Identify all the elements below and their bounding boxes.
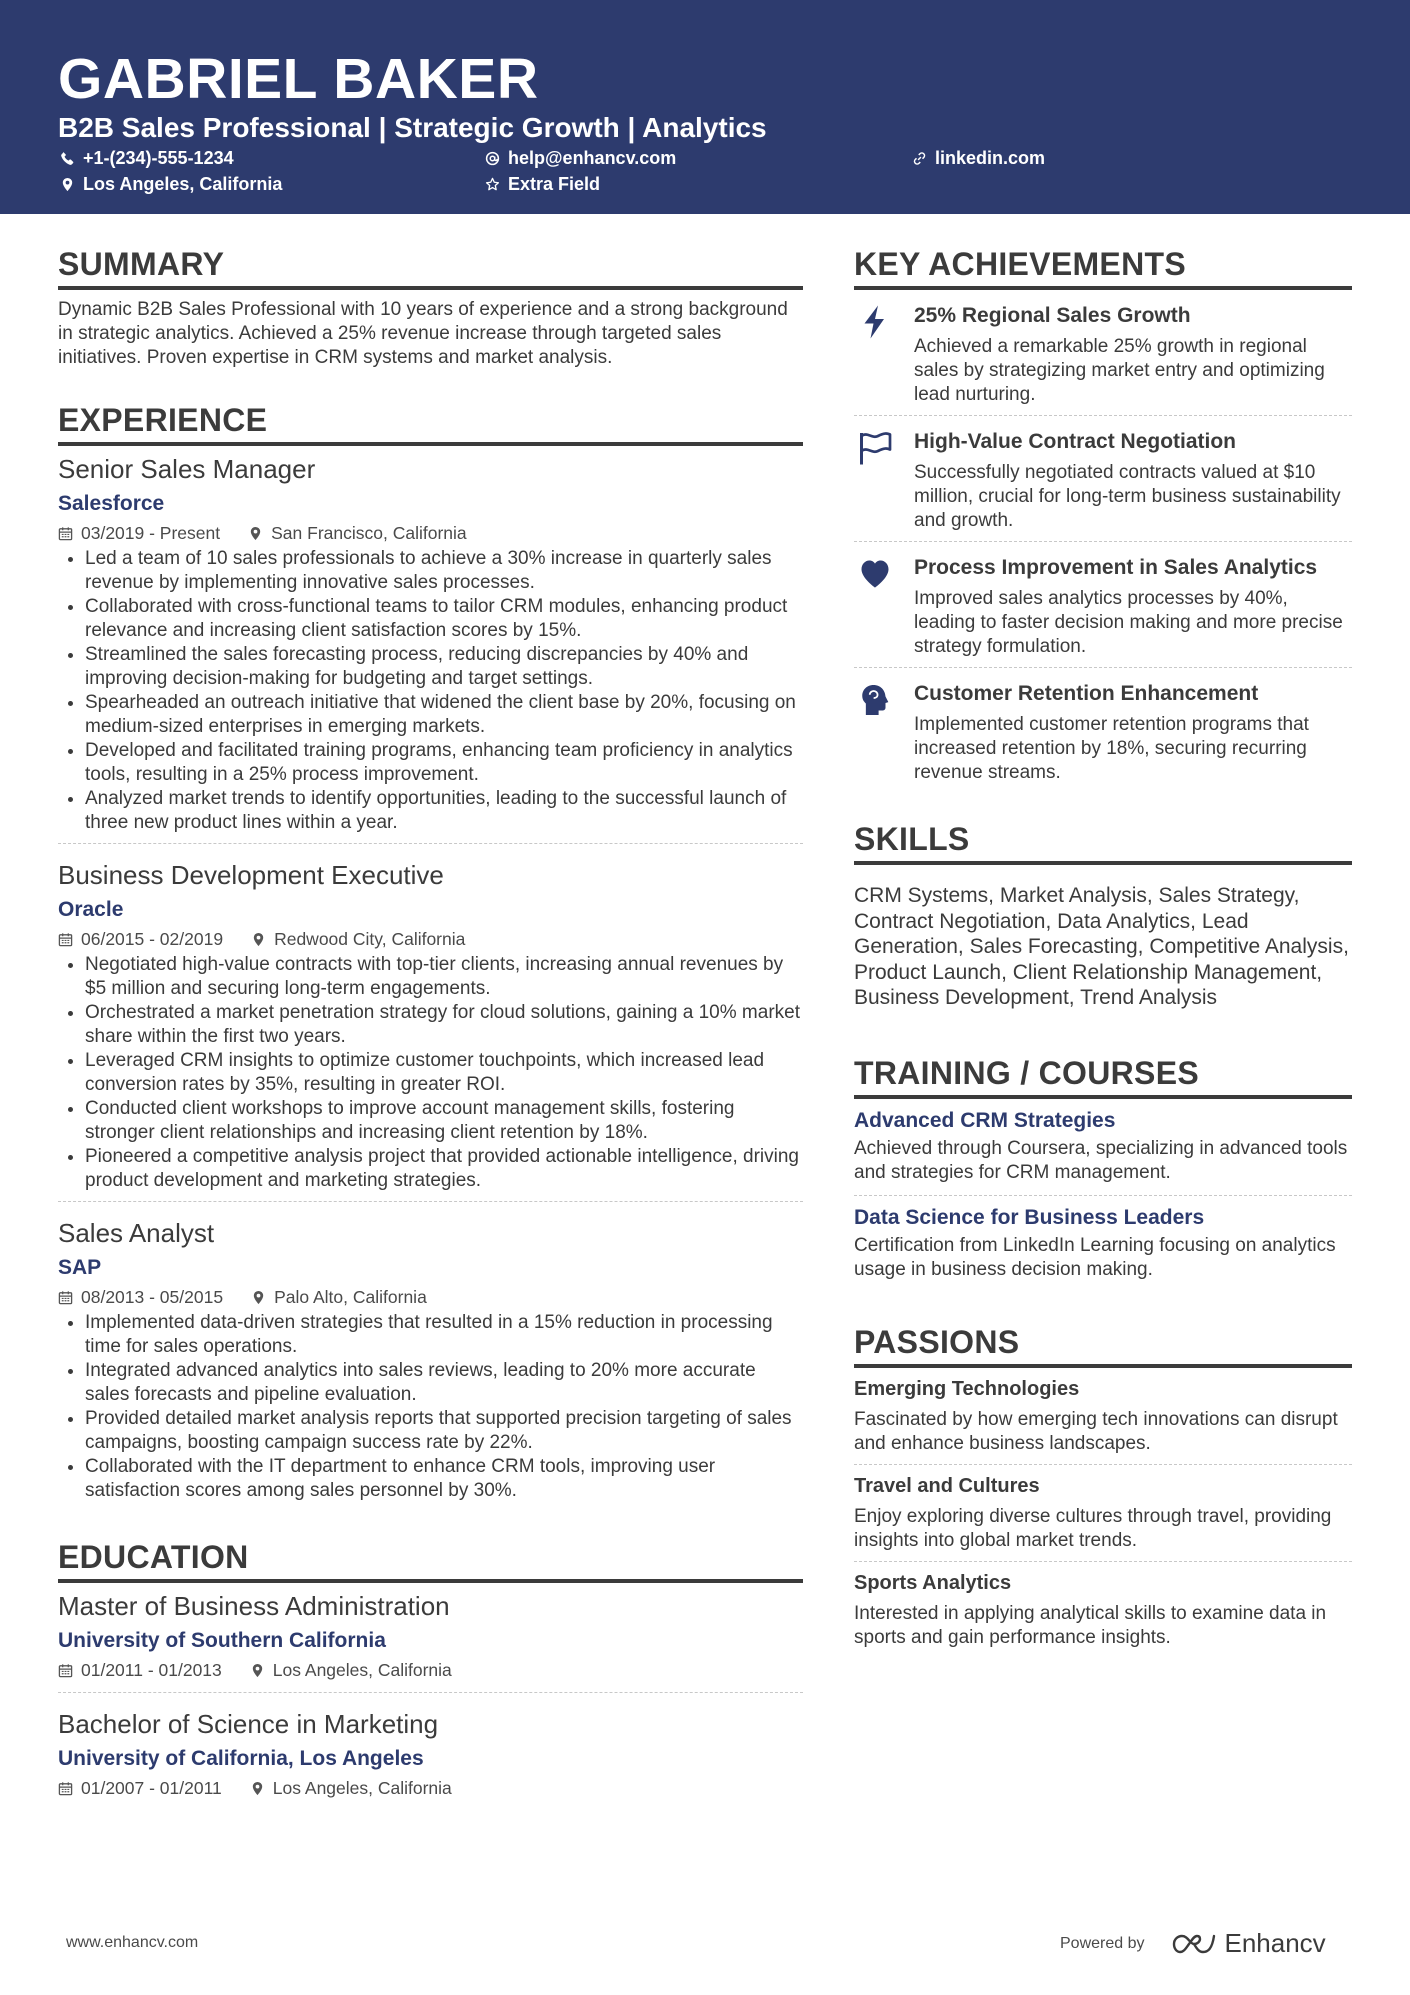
contact-email — [485, 146, 676, 170]
job-bullets — [58, 953, 803, 1193]
job-bullets — [58, 1311, 803, 1503]
job-meta — [58, 927, 803, 951]
passion-title: Sports Analytics — [854, 1571, 1012, 1594]
education-meta — [58, 1776, 803, 1800]
course-item — [854, 1099, 1352, 1195]
achievement-title: Process Improvement in Sales Analytics — [914, 556, 1318, 579]
calendar-icon — [58, 932, 73, 947]
education-school: University of California, Los Angeles — [58, 1747, 424, 1770]
education-degree: Bachelor of Science in Marketing — [58, 1709, 439, 1739]
passion-title: Travel and Cultures — [854, 1474, 1040, 1497]
training-section — [854, 1053, 1352, 1292]
summary-text: Dynamic B2B Sales Professional with 10 years of experience and a strong background in strategic analytics. Achieved a 25% revenue increase through targeted sales initiatives. Proven expertise in CRM systems and market analysis. — [58, 299, 788, 368]
location-pin-icon — [250, 1781, 265, 1796]
education-entry — [58, 1692, 803, 1810]
job-bullets — [58, 547, 803, 835]
lightning-icon — [857, 304, 893, 340]
list-item: Streamlined the sales forecasting process, reducing discrepancies by 40% and improving decision-making for budgeting and target settings. — [58, 643, 803, 691]
list-item: Led a team of 10 sales professionals to achieve a 30% increase in quarterly sales revenue by implementing innovative sales processes. — [58, 547, 803, 595]
education-meta — [58, 1658, 803, 1682]
list-item: Collaborated with cross-functional teams to tailor CRM modules, enhancing product relevance and increasing client satisfaction scores by 15%. — [58, 595, 803, 643]
phone-text[interactable]: +1-(234)-555-1234 — [83, 148, 234, 168]
list-item: Pioneered a competitive analysis project that provided actionable intelligence, driving product development and marketing strategies. — [58, 1145, 803, 1193]
job-role: Sales Analyst — [58, 1218, 215, 1248]
job-location: Palo Alto, California — [274, 1287, 427, 1307]
experience-section — [58, 400, 803, 1511]
job-dates: 06/2015 - 02/2019 — [81, 929, 224, 949]
extra-text: Extra Field — [508, 174, 601, 194]
job-entry — [58, 843, 803, 1201]
education-dates: 01/2007 - 01/2011 — [81, 1778, 222, 1798]
achievements-section — [854, 244, 1352, 793]
location-pin-icon — [251, 1290, 266, 1305]
training-title: TRAINING / COURSES — [854, 1053, 1352, 1099]
location-pin-icon — [60, 177, 75, 192]
calendar-icon — [58, 1290, 73, 1305]
link-icon — [912, 151, 927, 166]
calendar-icon — [58, 526, 73, 541]
location-pin-icon — [251, 932, 266, 947]
star-icon — [485, 177, 500, 192]
contact-extra — [485, 172, 600, 196]
job-company: Oracle — [58, 898, 124, 921]
course-item — [854, 1195, 1352, 1292]
job-location: San Francisco, California — [271, 523, 467, 543]
website-text[interactable]: linkedin.com — [935, 148, 1046, 168]
education-location: Los Angeles, California — [272, 1778, 452, 1798]
skills-text: CRM Systems, Market Analysis, Sales Strategy, Contract Negotiation, Data Analytics, Lead Generation, Sales Forecasting, Competitive Analysis, Product Launch, Client Relationship Management, Business Development, Trend Analysis — [854, 884, 1349, 1009]
education-school: University of Southern California — [58, 1629, 386, 1652]
achievement-desc: Improved sales analytics processes by 40%, leading to faster decision making and more precise strategy formulation. — [914, 588, 1343, 657]
job-entry — [58, 452, 803, 843]
brand-name: Enhancv — [1224, 1928, 1326, 1958]
achievement-desc: Implemented customer retention programs that increased retention by 18%, securing recurring revenue streams. — [914, 714, 1309, 783]
powered-by-label: Powered by — [1060, 1934, 1145, 1952]
list-item: Orchestrated a market penetration strategy for cloud solutions, gaining a 10% market share within the first two years. — [58, 1001, 803, 1049]
location-pin-icon — [250, 1663, 265, 1678]
footer-website[interactable]: www.enhancv.com — [66, 1934, 199, 1951]
right-column — [854, 244, 1352, 1688]
list-item: Spearheaded an outreach initiative that widened the client base by 20%, focusing on medium-sized enterprises in emerging markets. — [58, 691, 803, 739]
achievements-title: KEY ACHIEVEMENTS — [854, 244, 1352, 290]
list-item: Negotiated high-value contracts with top-tier clients, increasing annual revenues by $5 million and securing long-term engagements. — [58, 953, 803, 1001]
enhancv-logo-icon — [1171, 1931, 1217, 1957]
skills-title: SKILLS — [854, 819, 1352, 865]
course-desc: Certification from LinkedIn Learning focusing on analytics usage in business decision making. — [854, 1234, 1336, 1280]
email-text[interactable]: help@enhancv.com — [508, 148, 677, 168]
education-dates: 01/2011 - 01/2013 — [81, 1660, 222, 1680]
passion-desc: Interested in applying analytical skills to examine data in sports and gain performance insights. — [854, 1602, 1327, 1648]
left-column — [58, 244, 803, 1840]
list-item: Collaborated with the IT department to enhance CRM tools, improving user satisfaction scores among sales personnel by 30%. — [58, 1455, 803, 1503]
job-entry — [58, 1201, 803, 1511]
summary-title: SUMMARY — [58, 244, 803, 290]
achievement-title: Customer Retention Enhancement — [914, 682, 1259, 705]
summary-section — [58, 244, 803, 370]
resume-header — [0, 0, 1410, 214]
passions-section — [854, 1322, 1352, 1658]
list-item: Leveraged CRM insights to optimize customer touchpoints, which increased lead conversion rates by 35%, resulting in greater ROI. — [58, 1049, 803, 1097]
education-title: EDUCATION — [58, 1537, 803, 1583]
education-section — [58, 1537, 803, 1810]
list-item: Analyzed market trends to identify opportunities, leading to the successful launch of three new product lines within a year. — [58, 787, 803, 835]
job-location: Redwood City, California — [274, 929, 466, 949]
list-item: Developed and facilitated training programs, enhancing team proficiency in analytics tools, resulting in a 25% process improvement. — [58, 739, 803, 787]
achievement-desc: Achieved a remarkable 25% growth in regional sales by strategizing market entry and optimizing lead nurturing. — [914, 336, 1325, 405]
at-icon — [485, 151, 500, 166]
list-item: Conducted client workshops to improve account management skills, fostering stronger client relationships and increasing client retention by 18%. — [58, 1097, 803, 1145]
brand-logo[interactable] — [1171, 1928, 1326, 1959]
achievement-item — [854, 541, 1352, 667]
location-text: Los Angeles, California — [83, 174, 283, 194]
passion-title: Emerging Technologies — [854, 1377, 1080, 1400]
course-desc: Achieved through Coursera, specializing in advanced tools and strategies for CRM management. — [854, 1137, 1348, 1183]
job-meta — [58, 521, 803, 545]
education-degree: Master of Business Administration — [58, 1591, 450, 1621]
achievement-item — [854, 667, 1352, 793]
achievement-title: High-Value Contract Negotiation — [914, 430, 1237, 453]
list-item: Implemented data-driven strategies that resulted in a 15% reduction in processing time for sales operations. — [58, 1311, 803, 1359]
calendar-icon — [58, 1663, 73, 1678]
footer-branding — [1060, 1928, 1326, 1959]
flag-icon — [857, 430, 893, 466]
experience-title: EXPERIENCE — [58, 400, 803, 446]
education-entry — [58, 1589, 803, 1692]
passions-title: PASSIONS — [854, 1322, 1352, 1368]
location-pin-icon — [248, 526, 263, 541]
job-dates: 03/2019 - Present — [81, 523, 221, 543]
candidate-headline: B2B Sales Professional | Strategic Growth | Analytics — [58, 112, 767, 143]
passion-desc: Enjoy exploring diverse cultures through travel, providing insights into global market trends. — [854, 1505, 1332, 1551]
course-title: Data Science for Business Leaders — [854, 1205, 1205, 1229]
achievement-desc: Successfully negotiated contracts valued at $10 million, crucial for long-term business sustainability and growth. — [914, 462, 1341, 531]
achievement-item — [854, 290, 1352, 415]
head-brain-icon — [857, 682, 893, 718]
contact-phone — [60, 146, 234, 170]
achievement-item — [854, 415, 1352, 541]
list-item: Provided detailed market analysis reports that supported precision targeting of sales campaigns, boosting campaign success rate by 22%. — [58, 1407, 803, 1455]
job-role: Senior Sales Manager — [58, 454, 316, 484]
skills-section — [854, 819, 1352, 1011]
heart-icon — [857, 556, 893, 592]
candidate-name: GABRIEL BAKER — [58, 47, 539, 111]
job-company: SAP — [58, 1256, 102, 1279]
passion-desc: Fascinated by how emerging tech innovations can disrupt and enhance business landscapes. — [854, 1408, 1338, 1454]
contact-location — [60, 172, 282, 196]
course-title: Advanced CRM Strategies — [854, 1108, 1116, 1132]
job-company: Salesforce — [58, 492, 165, 515]
contact-website — [912, 146, 1045, 170]
job-role: Business Development Executive — [58, 860, 444, 890]
phone-icon — [60, 151, 75, 166]
job-dates: 08/2013 - 05/2015 — [81, 1287, 224, 1307]
education-location: Los Angeles, California — [272, 1660, 452, 1680]
job-meta — [58, 1285, 803, 1309]
calendar-icon — [58, 1781, 73, 1796]
passion-item — [854, 1368, 1352, 1464]
achievement-title: 25% Regional Sales Growth — [914, 304, 1191, 327]
passion-item — [854, 1464, 1352, 1561]
passion-item — [854, 1561, 1352, 1658]
list-item: Integrated advanced analytics into sales reviews, leading to 20% more accurate sales forecasts and pipeline evaluation. — [58, 1359, 803, 1407]
